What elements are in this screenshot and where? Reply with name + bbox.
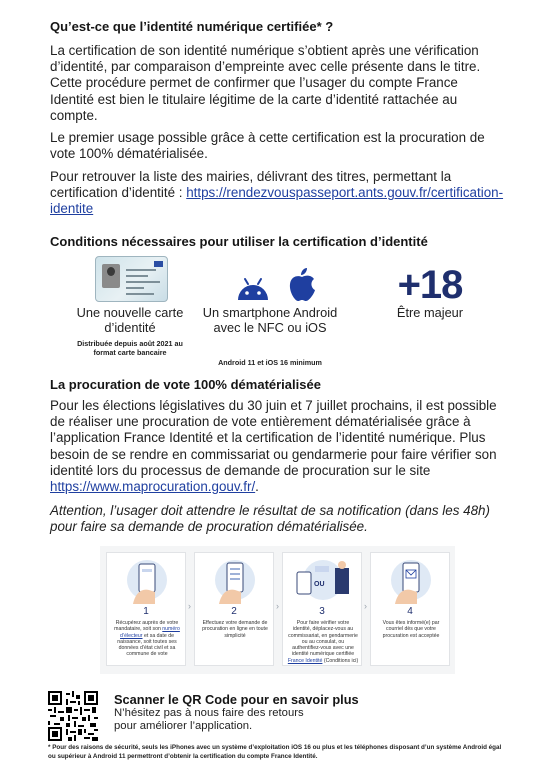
- android-icon: [236, 277, 270, 301]
- id-card-icon: [95, 256, 168, 302]
- procuration-text: Pour les élections législatives du 30 juin et 7 juillet prochains, il est possible de réaliser une procuration de vote entièrement dématérialisée grâce à l’application France Identité et la certification de l’identité numérique. Plus besoin de se rendre en commissariat ou gendarmerie pour faire vérifier son identité lors du processus de demande de procuration sur le site: [50, 398, 497, 478]
- step-2: [194, 552, 274, 666]
- qr-title: Scanner le QR Code pour en savoir plus: [114, 692, 359, 707]
- mail-phone-icon: [379, 558, 443, 604]
- step-text: Effectuez votre demande de procuration en ligne en toute simplicité: [202, 620, 268, 639]
- maprocuration-link[interactable]: https://www.maprocuration.gouv.fr/: [50, 479, 256, 495]
- step-number: 3: [319, 606, 325, 617]
- phone-form-icon: [203, 558, 267, 604]
- condition-phone-note: Android 11 et iOS 16 minimum: [218, 358, 322, 367]
- section-title-procuration: La procuration de vote 100% dématérialisée: [50, 377, 321, 392]
- qr-subtitle-1: N’hésitez pas à nous faire des retours: [114, 707, 304, 719]
- step-text: Vous êtes informé(e) par courriel dès que votre procuration est acceptée: [382, 620, 440, 639]
- condition-card-label: Une nouvelle carte d’identité: [76, 305, 184, 335]
- mairies-text: Pour retrouver la liste des mairies, délivrant des titres, permettant la certification d’identité :: [50, 169, 452, 201]
- step-4: [370, 552, 450, 666]
- paragraph-attention: Attention, l’usager doit attendre le résultat de sa notification (dans les 48h) pour faire sa demande de procuration dématérialisée.: [50, 503, 490, 535]
- condition-card-note: Distribuée depuis août 2021 au format carte bancaire: [77, 339, 183, 357]
- paragraph-certification: La certification de son identité numérique s’obtient après une vérification d’identité, par comparaison d’empreinte avec celle présente dans le titre. Cette procédure permet de confirmer que l’usager du compte France Identité est bien le titulaire légitime de la carte d’identité rattachée au compte.: [50, 43, 481, 123]
- step-number: 2: [231, 606, 237, 617]
- step-number: 1: [143, 606, 149, 617]
- numero-electeur-link[interactable]: numéro d’électeur: [120, 626, 180, 639]
- or-label: OU: [314, 581, 325, 588]
- footnote: * Pour des raisons de sécurité, seuls les iPhones avec un système d’exploitation iOS 16 ou plus et les téléphones disposant d’un système Android égal ou supérieur à Android 11 permettront d’obtenir la certification du compte France Identité.: [48, 744, 502, 760]
- chevron-right-icon: ›: [364, 601, 367, 611]
- procuration-end: .: [255, 479, 259, 495]
- paragraph-mairies: [50, 169, 505, 218]
- step-1: [106, 552, 186, 666]
- procuration-steps: [100, 546, 455, 674]
- apple-icon: [287, 266, 317, 302]
- france-identite-link[interactable]: France Identité: [287, 657, 323, 664]
- step-text: Pour faire vérifier votre identité, déplacez-vous au commissariat, en gendarmerie ou au consulat, ou authentifiez-vous avec une identité numérique certifiée France Identité (Conditions ici): [287, 620, 359, 664]
- paragraph-premier-usage: Le premier usage possible grâce à cette certification est la procuration de vote 100% dématérialisée.: [50, 130, 485, 162]
- condition-phone-label: Un smartphone Android avec le NFC ou iOS: [202, 305, 338, 335]
- paragraph-procuration: [50, 398, 510, 495]
- phone-hand-icon: [115, 558, 179, 604]
- age-badge: +18: [397, 263, 463, 307]
- step-text: Récupérez auprès de votre mandataire, soit son numéro d’électeur et sa date de naissance, soit toutes ses données d’état civil et sa commune de vote: [114, 620, 180, 658]
- step-3: [282, 552, 362, 666]
- section-title-identite: Qu’est-ce que l’identité numérique certifiée* ?: [50, 19, 334, 34]
- chevron-right-icon: ›: [188, 601, 191, 611]
- qr-subtitle-2: pour améliorer l’application.: [114, 720, 253, 732]
- condition-age-label: Être majeur: [396, 305, 464, 320]
- qr-code[interactable]: [48, 691, 98, 741]
- step-number: 4: [407, 606, 413, 617]
- ants-link[interactable]: https://rendezvouspasseport.ants.gouv.fr/certification-identite: [50, 185, 504, 217]
- chevron-right-icon: ›: [276, 601, 279, 611]
- section-title-conditions: Conditions nécessaires pour utiliser la certification d’identité: [50, 234, 428, 249]
